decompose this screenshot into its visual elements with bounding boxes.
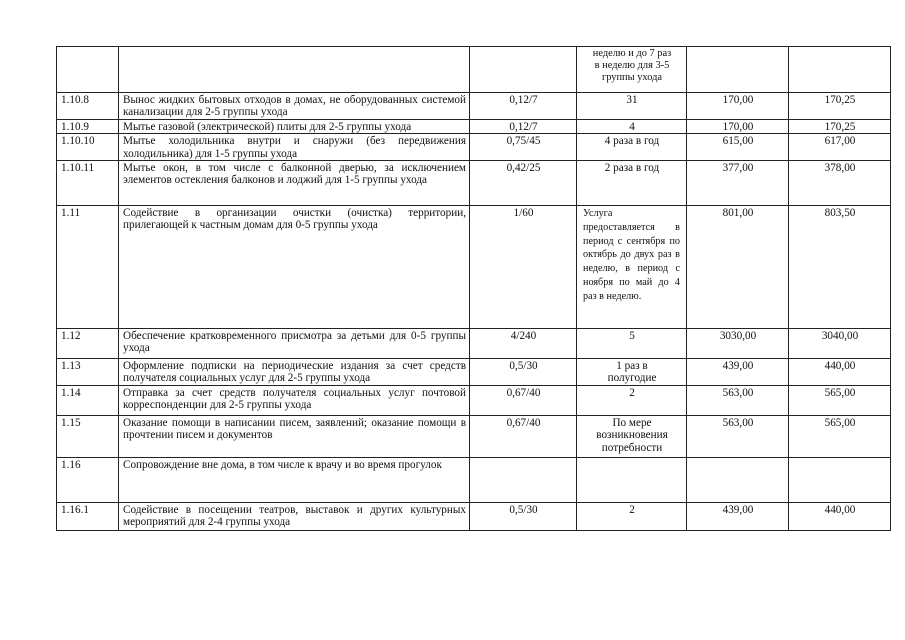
tariff-price-new-cell — [789, 416, 891, 458]
frequency: 4 — [629, 120, 635, 133]
document-page — [56, 46, 890, 531]
time-norm: 0,5/30 — [509, 504, 538, 517]
tariff-price-cell — [687, 134, 789, 161]
service-name-cell — [119, 458, 470, 503]
tariff-price-cell — [687, 93, 789, 120]
service-name-cell — [119, 386, 470, 416]
table-row — [57, 119, 891, 133]
tariff-price: 170,00 — [722, 120, 754, 133]
tariff-price-new-cell — [789, 134, 891, 161]
service-code: 1.16 — [61, 459, 81, 472]
time-norm-cell — [470, 416, 577, 458]
service-code: 1.13 — [61, 360, 81, 373]
tariff-price-new: 440,00 — [824, 360, 856, 373]
frequency-cell — [577, 503, 687, 531]
tariff-price-new: 565,00 — [824, 387, 856, 400]
time-norm: 1/60 — [513, 207, 534, 220]
frequency-cell — [577, 458, 687, 503]
table-row — [57, 329, 891, 359]
tariff-price-new: 617,00 — [824, 135, 856, 148]
time-norm-cell — [470, 134, 577, 161]
time-norm: 0,67/40 — [506, 387, 541, 400]
frequency-cell — [577, 93, 687, 120]
service-name: Оформление подписки на периодические издания за счет средств получателя социальных услуг для 2-5 группы ухода — [123, 360, 469, 385]
tariff-price-cell — [687, 359, 789, 386]
service-name: Содействие в организации очистки (очистка) территории, прилегающей к частным домам для 0-5 группы ухода — [123, 207, 469, 232]
tariff-price-new-cell — [789, 119, 891, 133]
time-norm-cell — [470, 329, 577, 359]
frequency-cell — [577, 134, 687, 161]
time-norm-cell — [470, 386, 577, 416]
tariff-price-new-cell — [789, 503, 891, 531]
time-norm-cell — [470, 206, 577, 329]
service-name-cell — [119, 359, 470, 386]
tariff-price-new-cell — [789, 47, 891, 93]
service-code: 1.14 — [61, 387, 81, 400]
tariff-price: 439,00 — [722, 504, 754, 517]
service-name-cell — [119, 206, 470, 329]
frequency: 4 раза в год — [604, 135, 660, 148]
tariff-price: 377,00 — [722, 162, 754, 175]
service-name: Содействие в посещении театров, выставок и других культурных мероприятий для 2-4 группы ухода — [123, 504, 469, 529]
frequency-cell — [577, 329, 687, 359]
time-norm-cell — [470, 47, 577, 93]
service-name-cell — [119, 47, 470, 93]
frequency-cell — [577, 47, 687, 93]
services-table-body — [57, 47, 891, 531]
service-name-cell — [119, 416, 470, 458]
tariff-price: 563,00 — [722, 387, 754, 400]
frequency: 31 — [626, 94, 638, 106]
service-name: Мытье окон, в том числе с балконной дверью, за исключением элементов остекления балконов и лоджий для 1-5 группы ухода — [123, 162, 469, 187]
tariff-price-new-cell — [789, 329, 891, 359]
time-norm-cell — [470, 359, 577, 386]
tariff-price-cell — [687, 416, 789, 458]
time-norm: 0,42/25 — [506, 162, 541, 175]
service-code: 1.11 — [61, 207, 81, 220]
service-code: 1.10.8 — [61, 94, 89, 106]
frequency-cell — [577, 386, 687, 416]
frequency: По мере возникновения потребности — [596, 417, 668, 454]
service-name: Оказание помощи в написании писем, заявлений; оказание помощи в прочтении писем и документов — [123, 417, 469, 442]
service-name: Мытье газовой (электрической) плиты для 2-5 группы ухода — [123, 120, 412, 133]
service-code-cell — [57, 458, 119, 503]
tariff-price-cell — [687, 206, 789, 329]
table-row — [57, 134, 891, 161]
tariff-price-new-cell — [789, 359, 891, 386]
frequency-cell — [577, 161, 687, 206]
service-code: 1.12 — [61, 330, 81, 343]
services-table — [56, 46, 891, 531]
service-code: 1.10.9 — [61, 120, 89, 133]
time-norm: 0,75/45 — [506, 135, 541, 148]
time-norm-cell — [470, 161, 577, 206]
time-norm: 0,5/30 — [509, 360, 538, 373]
tariff-price-cell — [687, 386, 789, 416]
frequency-cell — [577, 119, 687, 133]
frequency-cell — [577, 359, 687, 386]
table-row — [57, 503, 891, 531]
table-row — [57, 47, 891, 93]
time-norm-cell — [470, 458, 577, 503]
service-name: Сопровождение вне дома, в том числе к врачу и во время прогулок — [123, 459, 442, 472]
service-code: 1.10.10 — [61, 135, 95, 148]
service-name-cell — [119, 161, 470, 206]
service-name-cell — [119, 329, 470, 359]
table-row — [57, 206, 891, 329]
service-code-cell — [57, 47, 119, 93]
service-name: Вынос жидких бытовых отходов в домах, не оборудованных системой канализации для 2-5 группы ухода — [123, 94, 469, 119]
tariff-price-cell — [687, 458, 789, 503]
service-code-cell — [57, 206, 119, 329]
tariff-price-new: 803,50 — [824, 207, 856, 220]
service-code-cell — [57, 119, 119, 133]
frequency: Услуга предоставляется в период с сентября по октябрь до двух раз в неделю, в период с ноября по май до 4 раз в неделю. — [583, 208, 683, 302]
service-name: Мытье холодильника внутри и снаружи (без передвижения холодильника) для 1-5 группы ухода — [123, 135, 469, 160]
tariff-price: 801,00 — [722, 207, 754, 220]
tariff-price-new: 170,25 — [824, 94, 856, 106]
tariff-price-new-cell — [789, 458, 891, 503]
tariff-price-new: 170,25 — [824, 120, 856, 133]
tariff-price-cell — [687, 161, 789, 206]
table-row — [57, 93, 891, 120]
tariff-price: 3030,00 — [719, 330, 757, 343]
tariff-price-new: 3040,00 — [821, 330, 859, 343]
tariff-price-new: 440,00 — [824, 504, 856, 517]
frequency: неделю и до 7 раз в неделю для 3-5 группы ухода — [592, 48, 672, 83]
tariff-price: 439,00 — [722, 360, 754, 373]
time-norm-cell — [470, 119, 577, 133]
frequency-cell — [577, 206, 687, 329]
frequency: 5 — [629, 330, 635, 343]
service-code-cell — [57, 503, 119, 531]
table-row — [57, 458, 891, 503]
service-code: 1.15 — [61, 417, 81, 430]
service-name-cell — [119, 134, 470, 161]
service-code: 1.10.11 — [61, 162, 95, 175]
tariff-price-cell — [687, 47, 789, 93]
tariff-price: 563,00 — [722, 417, 754, 430]
tariff-price-new: 378,00 — [824, 162, 856, 175]
service-name-cell — [119, 503, 470, 531]
frequency: 2 раза в год — [604, 162, 660, 175]
tariff-price: 170,00 — [722, 94, 754, 106]
service-name: Обеспечение кратковременного присмотра за детьми для 0-5 группы ухода — [123, 330, 469, 355]
service-code-cell — [57, 161, 119, 206]
service-name-cell — [119, 93, 470, 120]
frequency-cell — [577, 416, 687, 458]
service-name: Отправка за счет средств получателя социальных услуг почтовой корреспонденции для 2-5 группы ухода — [123, 387, 469, 412]
tariff-price: 615,00 — [722, 135, 754, 148]
service-code: 1.16.1 — [61, 504, 89, 517]
service-name-cell — [119, 119, 470, 133]
frequency: 1 раз в полугодие — [607, 360, 657, 385]
table-row — [57, 359, 891, 386]
time-norm: 0,12/7 — [509, 120, 538, 133]
tariff-price-new-cell — [789, 161, 891, 206]
table-row — [57, 416, 891, 458]
time-norm-cell — [470, 93, 577, 120]
tariff-price-cell — [687, 503, 789, 531]
time-norm: 0,67/40 — [506, 417, 541, 430]
service-code-cell — [57, 329, 119, 359]
time-norm: 0,12/7 — [509, 94, 538, 106]
tariff-price-new-cell — [789, 93, 891, 120]
service-code-cell — [57, 416, 119, 458]
tariff-price-new: 565,00 — [824, 417, 856, 430]
tariff-price-cell — [687, 329, 789, 359]
frequency: 2 — [629, 504, 635, 517]
service-code-cell — [57, 359, 119, 386]
tariff-price-new-cell — [789, 206, 891, 329]
service-code-cell — [57, 134, 119, 161]
service-code-cell — [57, 386, 119, 416]
tariff-price-cell — [687, 119, 789, 133]
service-code-cell — [57, 93, 119, 120]
frequency: 2 — [629, 387, 635, 400]
time-norm-cell — [470, 503, 577, 531]
time-norm: 4/240 — [510, 330, 537, 343]
table-row — [57, 161, 891, 206]
tariff-price-new-cell — [789, 386, 891, 416]
table-row — [57, 386, 891, 416]
